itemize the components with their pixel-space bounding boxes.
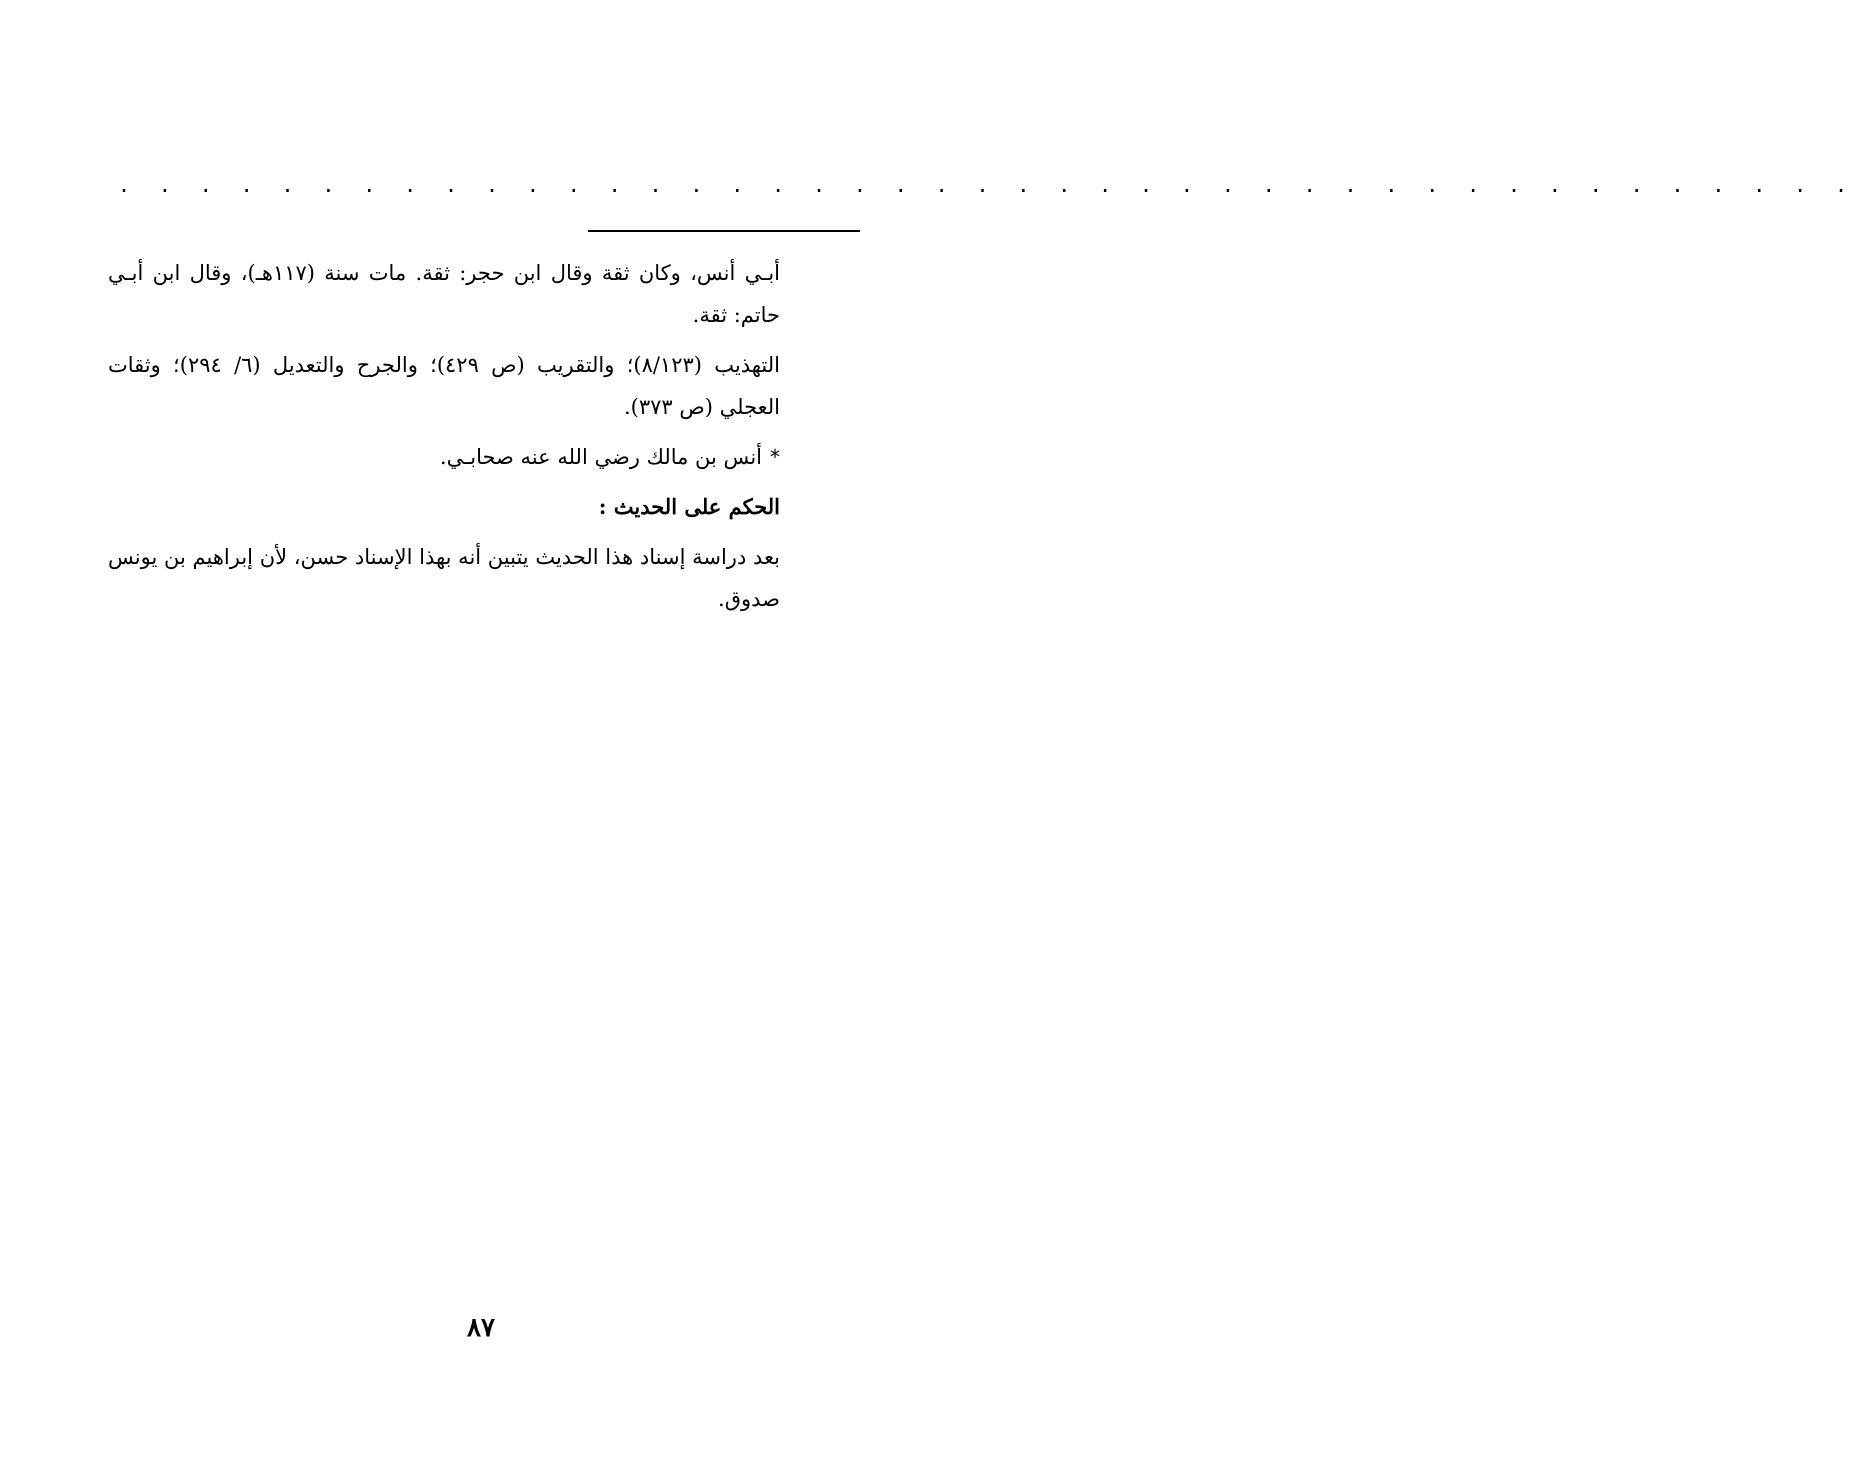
dotted-separator: . . . . . . . . . . . . . . . . . . . . . . . . . . . . . . . . . . . . . . . . . . . (118, 173, 1856, 197)
bullet-item (108, 436, 780, 478)
page-number: ٨٧ (467, 1313, 495, 1343)
narrator-note-paragraph: أبـي أنس، وكان ثقة وقال ابن حجر: ثقة. مات سنة (١١٧هـ)، وقال ابن أبـي حاتم: ثقة. (108, 261, 781, 327)
footnote-separator-line (588, 230, 860, 232)
ruling-paragraph: بعد دراسة إسناد هذا الحديث يتبين أنه بهذا الإسناد حسن، لأن إبراهيم بن يونس صدوق. (108, 545, 780, 611)
bullet-text: أنس بن مالك رضي الله عنه صحابـي. (439, 445, 762, 469)
footnote-text-block (108, 252, 780, 628)
sources-paragraph: التهذيب (٨/١٢٣)؛ والتقريب (ص ٤٢٩)؛ والجرح والتعديل (٦/ ٢٩٤)؛ وثقات العجلي (ص ٣٧٣). (108, 353, 780, 419)
asterisk-icon: * (770, 445, 780, 469)
section-heading: الحكم على الحديث : (598, 494, 780, 519)
